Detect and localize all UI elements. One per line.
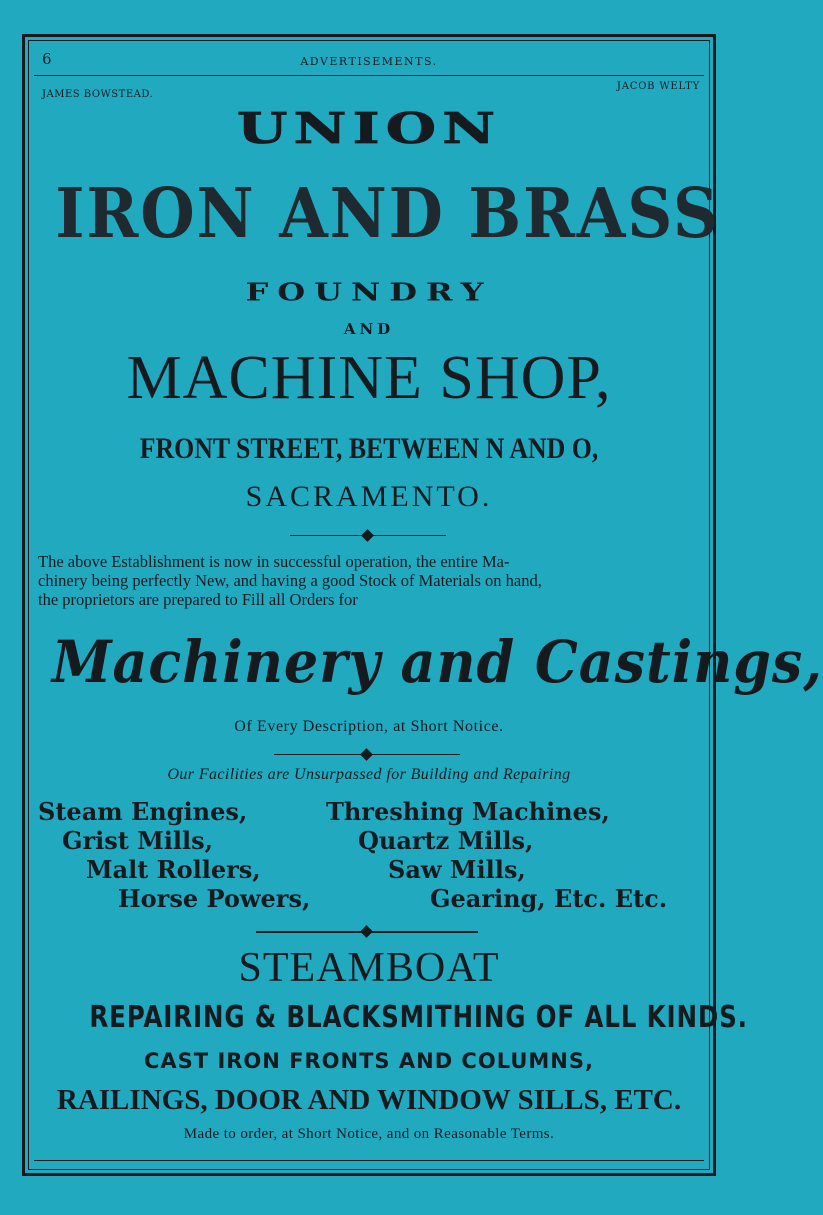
feature-title: Machinery and Castings, [51,628,823,696]
ornament-divider [290,530,446,542]
proprietor-left: JAMES BOWSTEAD. [42,89,154,100]
headline-foundry: FOUNDRY [245,278,493,307]
headline-union: UNION [236,104,502,153]
service-item: Threshing Machines, [326,797,610,826]
proprietor-right: JACOB WELTY [616,81,700,92]
headline-iron-and-brass: IRON AND BRASS [55,174,720,254]
service-item: Gearing, Etc. Etc. [430,884,668,913]
repairing-line: REPAIRING & BLACKSMITHING OF ALL KINDS. [89,1000,748,1035]
service-item: Quartz Mills, [358,826,534,855]
description-paragraph [38,552,702,609]
service-item: Malt Rollers, [86,855,261,884]
description-line: chinery being perfectly New, and having a good Stock of Materials on hand, [38,571,542,590]
service-item: Grist Mills, [62,826,213,855]
city-line: SACRAMENTO. [245,480,493,513]
headline-and: AND [343,320,395,338]
service-item: Steam Engines, [38,797,248,826]
ornament-divider [274,749,460,761]
service-item: Horse Powers, [118,884,311,913]
feature-subtitle: Of Every Description, at Short Notice. [234,718,504,735]
address-line: FRONT STREET, BETWEEN N AND O, [139,432,599,465]
running-head: ADVERTISEMENTS. [300,55,438,68]
header-rule [34,75,704,76]
cast-iron-line: CAST IRON FRONTS AND COLUMNS, [144,1049,594,1073]
steamboat-heading: STEAMBOAT [238,945,500,991]
railings-line: RAILINGS, DOOR AND WINDOW SILLS, ETC. [56,1084,682,1116]
description-line: the proprietors are prepared to Fill all Orders for [38,590,358,609]
ornament-divider [256,926,478,938]
terms-line: Made to order, at Short Notice, and on Reasonable Terms. [183,1126,555,1142]
description-line: The above Establishment is now in successful operation, the entire Ma- [38,552,510,571]
footer-rule [34,1160,704,1161]
page-number: 6 [42,50,52,68]
facilities-intro: Our Facilities are Unsurpassed for Building and Repairing [167,766,571,783]
headline-machine-shop: MACHINE SHOP, [126,344,612,412]
service-item: Saw Mills, [388,855,526,884]
